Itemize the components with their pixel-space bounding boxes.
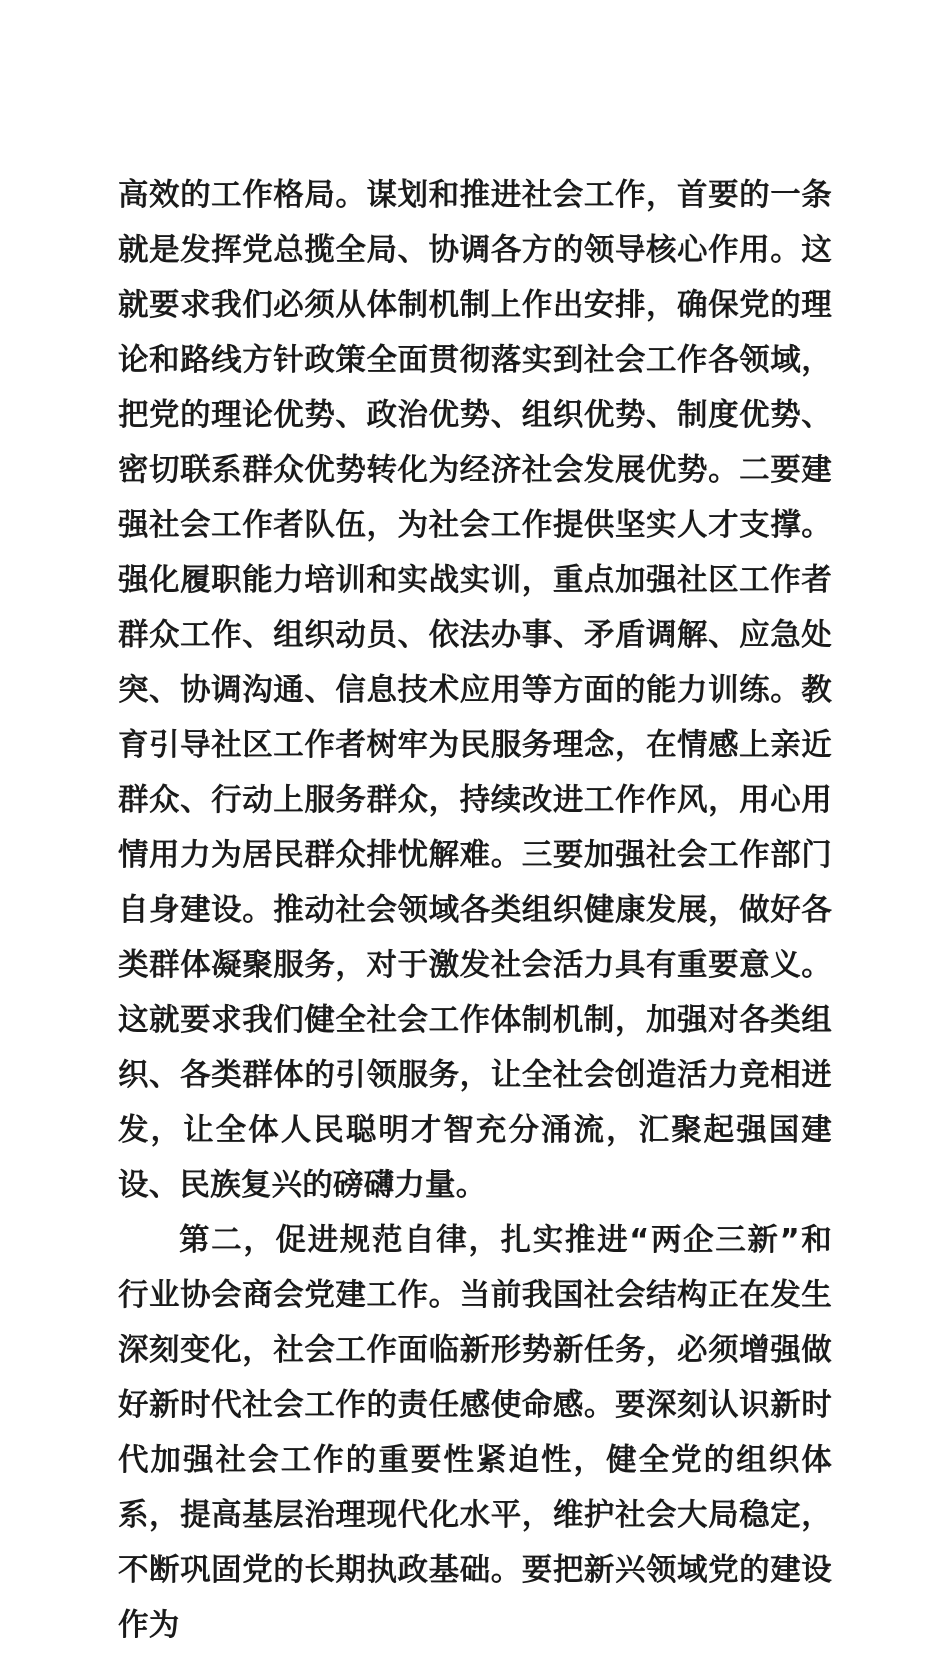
document-body: [118, 168, 832, 1653]
paragraph-2: 第二，促进规范自律，扎实推进“两企三新”和行业协会商会党建工作。当前我国社会结构正在发生深刻变化，社会工作面临新形势新任务，必须增强做好新时代社会工作的责任感使命感。要深刻认识新时代加强社会工作的重要性紧迫性，健全党的组织体系，提高基层治理现代化水平，维护社会大局稳定，不断巩固党的长期执政基础。要把新兴领域党的建设作为: [118, 1223, 832, 1643]
paragraph-1: 高效的工作格局。谋划和推进社会工作，首要的一条就是发挥党总揽全局、协调各方的领导核心作用。这就要求我们必须从体制机制上作出安排，确保党的理论和路线方针政策全面贯彻落实到社会工作各领域，把党的理论优势、政治优势、组织优势、制度优势、密切联系群众优势转化为经济社会发展优势。二要建强社会工作者队伍，为社会工作提供坚实人才支撑。强化履职能力培训和实战实训，重点加强社区工作者群众工作、组织动员、依法办事、矛盾调解、应急处突、协调沟通、信息技术应用等方面的能力训练。教育引导社区工作者树牢为民服务理念，在情感上亲近群众、行动上服务群众，持续改进工作作风，用心用情用力为居民群众排忧解难。三要加强社会工作部门自身建设。推动社会领域各类组织健康发展，做好各类群体凝聚服务，对于激发社会活力具有重要意义。这就要求我们健全社会工作体制机制，加强对各类组织、各类群体的引领服务，让全社会创造活力竞相迸发，让全体人民聪明才智充分涌流，汇聚起强国建设、民族复兴的磅礴力量。: [118, 178, 832, 1203]
